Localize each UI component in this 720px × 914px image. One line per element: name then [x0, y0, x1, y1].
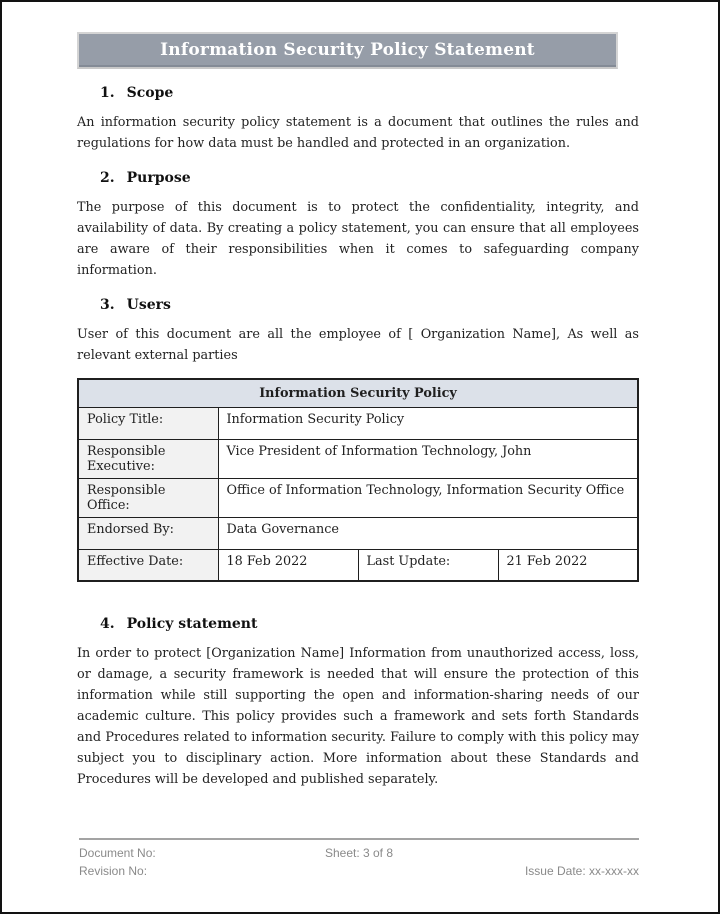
- section-paragraph-policy-statement: In order to protect [Organization Name] Information from unauthorized access, loss, or damage, a security framework is needed that will ensure the protection of this information while still supporting the open and information-sharing needs of our academic culture. This policy provides such a framework and sets forth Standards and Procedures related to information security. Failure to comply with this policy may subject you to disciplinary action. More information about these Standards and Procedures will be developed and published separately.: [77, 646, 639, 787]
- footer-row-1: [79, 844, 639, 862]
- section-paragraph-scope: An information security policy statement is a document that outlines the rules and regulations for how data must be handled and protected in an organization.: [77, 115, 639, 151]
- section-title: Purpose: [126, 170, 191, 186]
- last-update-value: 21 Feb 2022: [498, 549, 638, 581]
- table-row: [78, 407, 638, 439]
- row-value-endorsed-by: Data Governance: [218, 517, 638, 549]
- section-heading-policy-statement: [100, 616, 639, 633]
- section-title: Scope: [126, 85, 174, 101]
- footer-row-2: [79, 862, 639, 880]
- section-number: 2.: [100, 170, 115, 186]
- footer-issue-date: Issue Date: xx-xxx-xx: [524, 864, 639, 878]
- table-row: [78, 478, 638, 517]
- row-value-responsible-executive: Vice President of Information Technology, John: [218, 439, 638, 478]
- footer-document-no: Document No:: [79, 846, 156, 860]
- section-number: 3.: [100, 297, 115, 313]
- section-heading-users: [100, 297, 639, 314]
- row-label-endorsed-by: Endorsed By:: [78, 517, 218, 549]
- page-title: Information Security Policy Statement: [160, 40, 535, 60]
- row-label-responsible-office: Responsible Office:: [78, 478, 218, 517]
- section-title: Users: [126, 297, 171, 313]
- section-title: Policy statement: [126, 616, 258, 632]
- section-number: 1.: [100, 85, 115, 101]
- document-body: [77, 85, 639, 790]
- table-row: [78, 517, 638, 549]
- section-paragraph-purpose: The purpose of this document is to protect the confidentiality, integrity, and availability of data. By creating a policy statement, you can ensure that all employees are aware of their responsibilities when it comes to safeguarding company information.: [77, 200, 639, 278]
- section-heading-purpose: [100, 170, 639, 187]
- table-title-cell: Information Security Policy: [78, 379, 638, 407]
- section-number: 4.: [100, 616, 115, 632]
- section-paragraph-users: User of this document are all the employee of [ Organization Name], As well as relevant external parties: [77, 327, 639, 363]
- policy-info-table: [77, 378, 639, 582]
- row-value-policy-title: Information Security Policy: [218, 407, 638, 439]
- row-label-last-update: Last Update:: [358, 549, 498, 581]
- row-label-policy-title: Policy Title:: [78, 407, 218, 439]
- table-header-row: [78, 379, 638, 407]
- row-label-responsible-executive: Responsible Executive:: [78, 439, 218, 478]
- row-value-responsible-office: Office of Information Technology, Information Security Office: [218, 478, 638, 517]
- footer-revision-no: Revision No:: [79, 864, 148, 878]
- footer-sheet-number: Sheet: 3 of 8: [324, 846, 394, 860]
- section-heading-scope: [100, 85, 639, 102]
- page-footer: [79, 838, 639, 880]
- table-row-dates: [78, 549, 638, 581]
- document-title-banner: [77, 32, 618, 69]
- row-label-effective-date: Effective Date:: [78, 549, 218, 581]
- effective-date-value: 18 Feb 2022: [218, 549, 358, 581]
- table-row: [78, 439, 638, 478]
